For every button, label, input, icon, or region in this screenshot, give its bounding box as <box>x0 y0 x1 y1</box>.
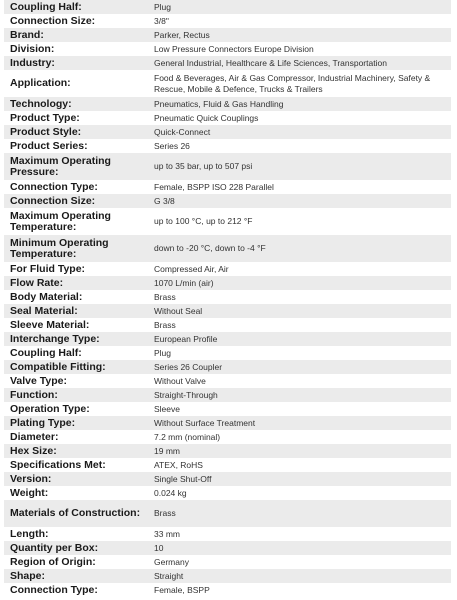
spec-value: Straight-Through <box>148 388 451 402</box>
spec-label: Flow Rate: <box>4 276 148 290</box>
spec-value: Female, BSPP <box>148 583 451 597</box>
spec-value: Compressed Air, Air <box>148 262 451 276</box>
spec-value: 1070 L/min (air) <box>148 276 451 290</box>
spec-label: Hex Size: <box>4 444 148 458</box>
spec-value: Germany <box>148 555 451 569</box>
spec-row-industry <box>4 56 451 70</box>
spec-value: 3/8" <box>148 14 451 28</box>
spec-row-compatible-fitting <box>4 360 451 374</box>
spec-row-max-operating-pressure <box>4 153 451 180</box>
spec-value: Without Surface Treatment <box>148 416 451 430</box>
spec-label: Quantity per Box: <box>4 541 148 555</box>
spec-label: Compatible Fitting: <box>4 360 148 374</box>
spec-row-weight <box>4 486 451 500</box>
spec-label: Product Series: <box>4 139 148 153</box>
spec-value: 7.2 mm (nominal) <box>148 430 451 444</box>
spec-value: Plug <box>148 0 451 14</box>
spec-row-valve-type <box>4 374 451 388</box>
specifications-table <box>4 0 451 597</box>
spec-row-operation-type <box>4 402 451 416</box>
specifications-body <box>4 0 451 597</box>
spec-label: Specifications Met: <box>4 458 148 472</box>
spec-value: Pneumatics, Fluid & Gas Handling <box>148 97 451 111</box>
spec-row-min-operating-temperature <box>4 235 451 262</box>
spec-row-specifications-met <box>4 458 451 472</box>
spec-value: Sleeve <box>148 402 451 416</box>
spec-row-sleeve-material <box>4 318 451 332</box>
spec-label: Valve Type: <box>4 374 148 388</box>
spec-label: Operation Type: <box>4 402 148 416</box>
spec-row-product-type <box>4 111 451 125</box>
spec-value: Without Seal <box>148 304 451 318</box>
spec-value: ATEX, RoHS <box>148 458 451 472</box>
spec-row-quantity-per-box <box>4 541 451 555</box>
spec-value: Brass <box>148 318 451 332</box>
spec-value: 19 mm <box>148 444 451 458</box>
spec-row-flow-rate <box>4 276 451 290</box>
spec-row-connection-size-thread <box>4 194 451 208</box>
spec-value: Food & Beverages, Air & Gas Compressor, Industrial Machinery, Safety & Rescue, Mobile & Defence, Trucks & Trailers <box>148 70 451 97</box>
spec-row-materials-of-construction <box>4 500 451 527</box>
spec-value: Series 26 Coupler <box>148 360 451 374</box>
spec-label: Coupling Half: <box>4 346 148 360</box>
spec-label: Connection Size: <box>4 194 148 208</box>
spec-label: Minimum Operating Temperature: <box>4 235 148 262</box>
spec-label: Function: <box>4 388 148 402</box>
spec-value: Quick-Connect <box>148 125 451 139</box>
spec-value: up to 100 °C, up to 212 °F <box>148 208 451 235</box>
spec-value: Low Pressure Connectors Europe Division <box>148 42 451 56</box>
spec-label: Product Style: <box>4 125 148 139</box>
spec-row-body-material <box>4 290 451 304</box>
spec-label: Application: <box>4 70 148 97</box>
spec-row-diameter <box>4 430 451 444</box>
spec-label: Product Type: <box>4 111 148 125</box>
spec-label: Shape: <box>4 569 148 583</box>
spec-label: For Fluid Type: <box>4 262 148 276</box>
spec-value: Without Valve <box>148 374 451 388</box>
spec-label: Maximum Operating Temperature: <box>4 208 148 235</box>
spec-label: Interchange Type: <box>4 332 148 346</box>
spec-row-fluid-type <box>4 262 451 276</box>
spec-value: up to 35 bar, up to 507 psi <box>148 153 451 180</box>
spec-row-interchange-type <box>4 332 451 346</box>
spec-row-region-of-origin <box>4 555 451 569</box>
spec-value: Brass <box>148 500 451 527</box>
spec-value: Pneumatic Quick Couplings <box>148 111 451 125</box>
spec-row-product-style <box>4 125 451 139</box>
spec-label: Diameter: <box>4 430 148 444</box>
spec-row-plating-type <box>4 416 451 430</box>
spec-row-connection-type-2 <box>4 583 451 597</box>
spec-row-hex-size <box>4 444 451 458</box>
spec-value: 33 mm <box>148 527 451 541</box>
spec-row-coupling-half <box>4 0 451 14</box>
spec-label: Connection Type: <box>4 583 148 597</box>
spec-label: Sleeve Material: <box>4 318 148 332</box>
spec-row-product-series <box>4 139 451 153</box>
spec-value: 10 <box>148 541 451 555</box>
spec-value: Female, BSPP ISO 228 Parallel <box>148 180 451 194</box>
spec-value: G 3/8 <box>148 194 451 208</box>
spec-value: European Profile <box>148 332 451 346</box>
spec-label: Technology: <box>4 97 148 111</box>
spec-value: 0.024 kg <box>148 486 451 500</box>
spec-label: Body Material: <box>4 290 148 304</box>
spec-row-brand <box>4 28 451 42</box>
spec-row-shape <box>4 569 451 583</box>
spec-row-max-operating-temperature <box>4 208 451 235</box>
spec-value: Series 26 <box>148 139 451 153</box>
spec-value: Plug <box>148 346 451 360</box>
spec-label: Seal Material: <box>4 304 148 318</box>
spec-row-coupling-half-2 <box>4 346 451 360</box>
spec-row-version <box>4 472 451 486</box>
spec-row-division <box>4 42 451 56</box>
spec-label: Connection Type: <box>4 180 148 194</box>
spec-row-length <box>4 527 451 541</box>
spec-label: Coupling Half: <box>4 0 148 14</box>
spec-label: Maximum Operating Pressure: <box>4 153 148 180</box>
spec-row-function <box>4 388 451 402</box>
spec-label: Division: <box>4 42 148 56</box>
spec-row-connection-size <box>4 14 451 28</box>
spec-value: Straight <box>148 569 451 583</box>
spec-value: General Industrial, Healthcare & Life Sciences, Transportation <box>148 56 451 70</box>
spec-value: Parker, Rectus <box>148 28 451 42</box>
spec-row-technology <box>4 97 451 111</box>
spec-row-application <box>4 70 451 97</box>
spec-value: Single Shut-Off <box>148 472 451 486</box>
spec-label: Brand: <box>4 28 148 42</box>
spec-label: Industry: <box>4 56 148 70</box>
spec-label: Plating Type: <box>4 416 148 430</box>
spec-label: Version: <box>4 472 148 486</box>
spec-value: down to -20 °C, down to -4 °F <box>148 235 451 262</box>
spec-label: Materials of Construction: <box>4 500 148 527</box>
spec-value: Brass <box>148 290 451 304</box>
spec-label: Region of Origin: <box>4 555 148 569</box>
spec-label: Length: <box>4 527 148 541</box>
spec-row-seal-material <box>4 304 451 318</box>
spec-row-connection-type <box>4 180 451 194</box>
spec-label: Connection Size: <box>4 14 148 28</box>
spec-label: Weight: <box>4 486 148 500</box>
